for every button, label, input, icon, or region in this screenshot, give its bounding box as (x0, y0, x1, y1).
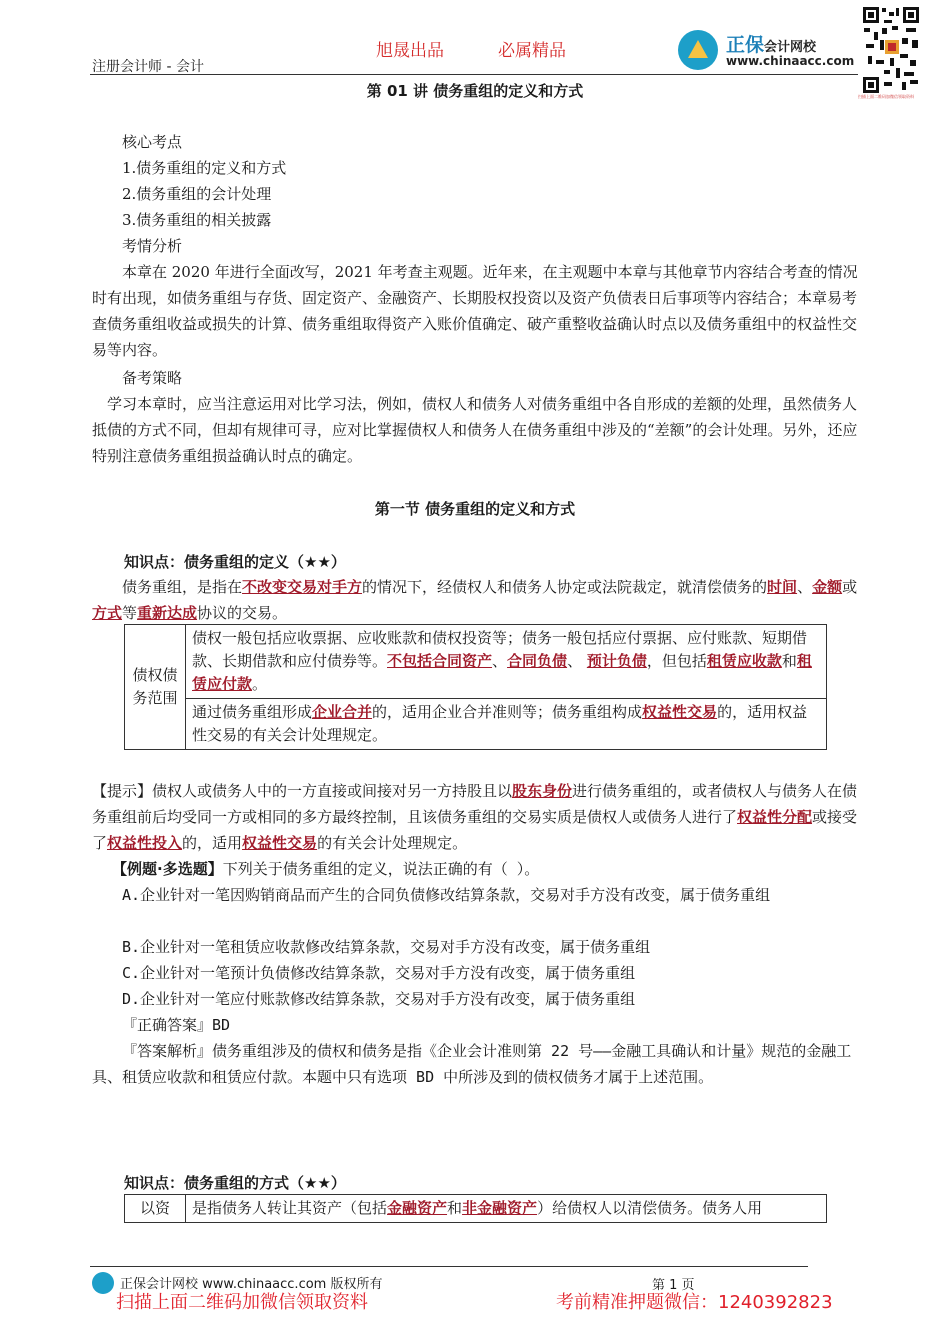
analysis-paragraph: 本章在 2020 年进行全面改写，2021 年考查主观题。近年来，在主观题中本章与其他章节内容结合考查的情况时有出现，如债务重组与存货、固定资产、金融资产、长期股权投资以及资产负债表日后事项等内容结合；本章易考查债务重组收益或损失的计算、债务重组取得资产入账价值确定、破产重整收益确认时点以及债务重组中的权益性交易等内容。 (92, 263, 858, 359)
strategy-paragraph: 学习本章时，应当注意运用对比学习法，例如，债权人和债务人对债务重组中各自形成的差额的处理，虽然债务人抵债的方式不同，但却有规律可寻，应对比掌握债权人和债务人在债务重组中涉及的“差额”的会计处理。另外，还应特别注意债务重组损益确认时点的确定。 (92, 395, 858, 465)
strategy-heading: 备考策略 (122, 369, 183, 387)
table-label: 以资 (125, 1195, 186, 1223)
table-row-scope: 债权一般包括应收票据、应收账款和债权投资等；债务一般包括应付票据、应付账款、短期借款、长期借款和应付债券等。不包括合同资产、合同负债、 预计负债，但包括租赁应收款和租赁应付款。 (186, 625, 827, 699)
core-point-item: 1.债务重组的定义和方式 (122, 159, 287, 177)
logo-url: www.chinaacc.com (726, 54, 855, 68)
restructure-method-table (124, 1194, 827, 1223)
tip-paragraph: 【提示】债权人或债务人中的一方直接或间接对另一方持股且以股东身份进行债务重组的，或者债权人与债务人在债务重组前后均受同一方或相同的多方最终控制，且该债务重组的交易实质是债权人或债务人进行了权益性分配或接受了权益性投入的，适用权益性交易的有关会计处理规定。 (92, 782, 858, 852)
correct-answer: 『正确答案』BD (122, 1016, 231, 1034)
section-title: 第一节 债务重组的定义和方式 (374, 500, 576, 518)
table-label: 债权债务范围 (125, 625, 186, 750)
knowledge-point-heading: 知识点：债务重组的定义（★★） (124, 553, 346, 571)
core-point-item: 2.债务重组的会计处理 (122, 185, 272, 203)
logo-icon (678, 30, 718, 70)
header-divider (90, 74, 858, 75)
example-question: 【例题·多选题】下列关于债务重组的定义，说法正确的有（ ）。 (112, 860, 540, 878)
knowledge-point-heading-2: 知识点：债务重组的方式（★★） (124, 1174, 346, 1192)
table-row-asset-transfer: 是指债务人转让其资产（包括金融资产和非金融资产）给债权人以清偿债务。债务人用 (186, 1195, 827, 1223)
core-points-heading: 核心考点 (122, 133, 183, 151)
page-number: 第 1 页 (652, 1278, 695, 1293)
footer-divider (90, 1266, 808, 1267)
option-a: A.企业针对一笔因购销商品而产生的合同负债修改结算条款，交易对手方没有改变，属于债务重组 (122, 886, 771, 904)
footer-copyright: 正保会计网校 www.chinaacc.com 版权所有 (120, 1277, 383, 1292)
answer-analysis: 『答案解析』债务重组涉及的债权和债务是指《企业会计准则第 22 号——金融工具确认和计量》规范的金融工具、租赁应收款和租赁应付款。本题中只有选项 BD 中所涉及到的债权债务才属于上述范围。 (92, 1042, 852, 1086)
header-slogan-1: 旭晟出品 (376, 41, 444, 61)
footer-promo-left: 扫描上面二维码加微信领取资料 (116, 1292, 368, 1313)
logo-sub: 会计网校 (764, 40, 817, 55)
header-subject: 注册会计师 - 会计 (92, 59, 204, 75)
definition-paragraph: 债务重组，是指在不改变交易对手方的情况下，经债权人和债务人协定或法院裁定，就清偿债务的时间、金额或方式等重新达成协议的交易。 (92, 578, 858, 622)
option-c: C.企业针对一笔预计负债修改结算条款，交易对手方没有改变，属于债务重组 (122, 964, 636, 982)
debt-scope-table (124, 624, 827, 750)
lecture-title: 第 01 讲 债务重组的定义和方式 (366, 82, 584, 100)
option-b: B.企业针对一笔租赁应收款修改结算条款，交易对手方没有改变，属于债务重组 (122, 938, 651, 956)
logo-name: 正保 (726, 34, 765, 56)
footer-logo-icon (92, 1272, 114, 1294)
option-d: D.企业针对一笔应付账款修改结算条款，交易对手方没有改变，属于债务重组 (122, 990, 636, 1008)
core-point-item: 3.债务重组的相关披露 (122, 211, 272, 229)
footer-promo-right: 考前精准押题微信：1240392823 (556, 1292, 833, 1313)
analysis-heading: 考情分析 (122, 237, 183, 255)
brand-logo (678, 28, 858, 72)
qr-caption: 扫描上面二维码加微信领取资料 (858, 94, 914, 99)
table-row-rules: 通过债务重组形成企业合并的，适用企业合并准则等；债务重组构成权益性交易的，适用权益性交易的有关会计处理规定。 (186, 699, 827, 750)
header-slogan-2: 必属精品 (498, 41, 566, 61)
